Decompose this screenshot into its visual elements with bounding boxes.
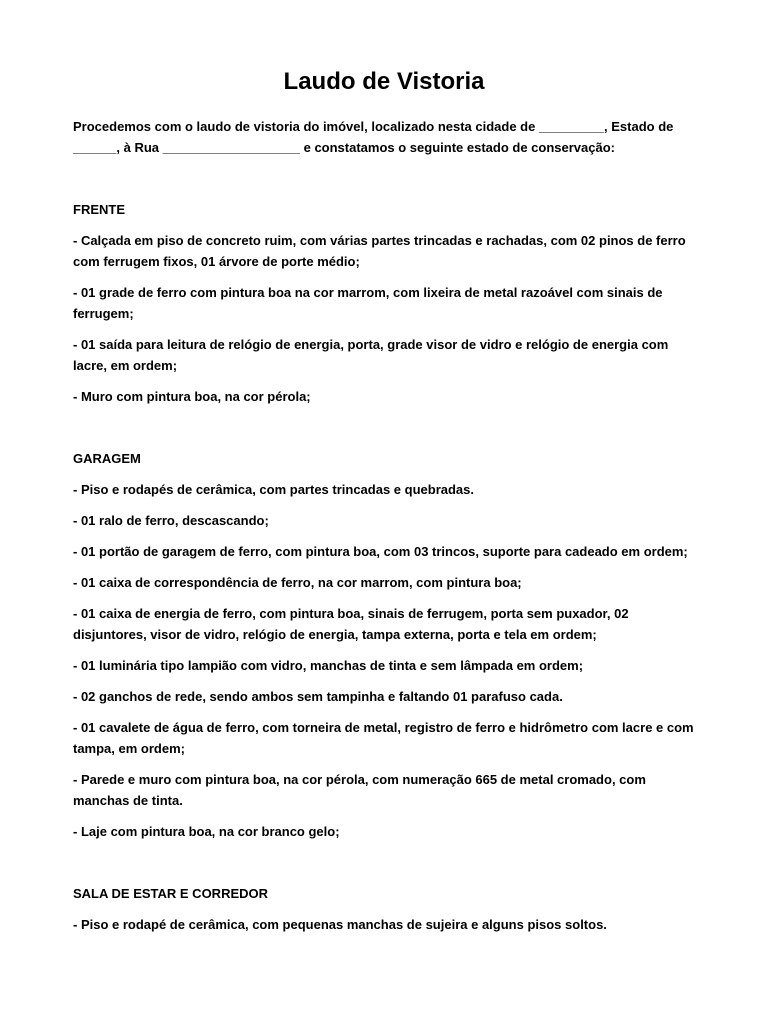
page-title: Laudo de Vistoria: [283, 68, 485, 95]
list-item: - 01 cavalete de água de ferro, com torneira de metal, registro de ferro e hidrômetro com lacre e com tampa, em ordem;: [73, 720, 694, 756]
section-heading-garagem: GARAGEM: [73, 451, 141, 466]
list-item: - Piso e rodapé de cerâmica, com pequenas manchas de sujeira e alguns pisos soltos.: [73, 917, 607, 932]
list-item: - 01 caixa de correspondência de ferro, na cor marrom, com pintura boa;: [73, 575, 522, 590]
list-item: - 01 ralo de ferro, descascando;: [73, 513, 269, 528]
section-heading-sala: SALA DE ESTAR E CORREDOR: [73, 886, 269, 901]
list-item: - 01 grade de ferro com pintura boa na cor marrom, com lixeira de metal razoável com sinais de ferrugem;: [73, 285, 663, 321]
list-item: - Parede e muro com pintura boa, na cor pérola, com numeração 665 de metal cromado, com manchas de tinta.: [73, 772, 646, 808]
section-spacer: [73, 417, 695, 448]
list-item: - Calçada em piso de concreto ruim, com várias partes trincadas e rachadas, com 02 pinos de ferro com ferrugem fixos, 01 árvore de porte médio;: [73, 233, 686, 269]
document-body: [73, 116, 695, 945]
list-item: - 01 caixa de energia de ferro, com pintura boa, sinais de ferrugem, porta sem puxador, 02 disjuntores, visor de vidro, relógio de energia, tampa externa, porta e tela em ordem;: [73, 606, 629, 642]
section-heading-frente: FRENTE: [73, 202, 125, 217]
list-item: - Laje com pintura boa, na cor branco gelo;: [73, 824, 340, 839]
list-item: - 01 luminária tipo lampião com vidro, manchas de tinta e sem lâmpada em ordem;: [73, 658, 584, 673]
list-item: - Piso e rodapés de cerâmica, com partes trincadas e quebradas.: [73, 482, 475, 497]
list-item: - 01 saída para leitura de relógio de energia, porta, grade visor de vidro e relógio de energia com lacre, em ordem;: [73, 337, 669, 373]
list-item: - 01 portão de garagem de ferro, com pintura boa, com 03 trincos, suporte para cadeado em ordem;: [73, 544, 688, 559]
list-item: - 02 ganchos de rede, sendo ambos sem tampinha e faltando 01 parafuso cada.: [73, 689, 563, 704]
list-item: - Muro com pintura boa, na cor pérola;: [73, 389, 311, 404]
section-spacer: [73, 852, 695, 883]
intro-paragraph: Procedemos com o laudo de vistoria do imóvel, localizado nesta cidade de _________, Estado de ______, à Rua ___________________ e constatamos o seguinte estado de conservação:: [73, 119, 674, 155]
